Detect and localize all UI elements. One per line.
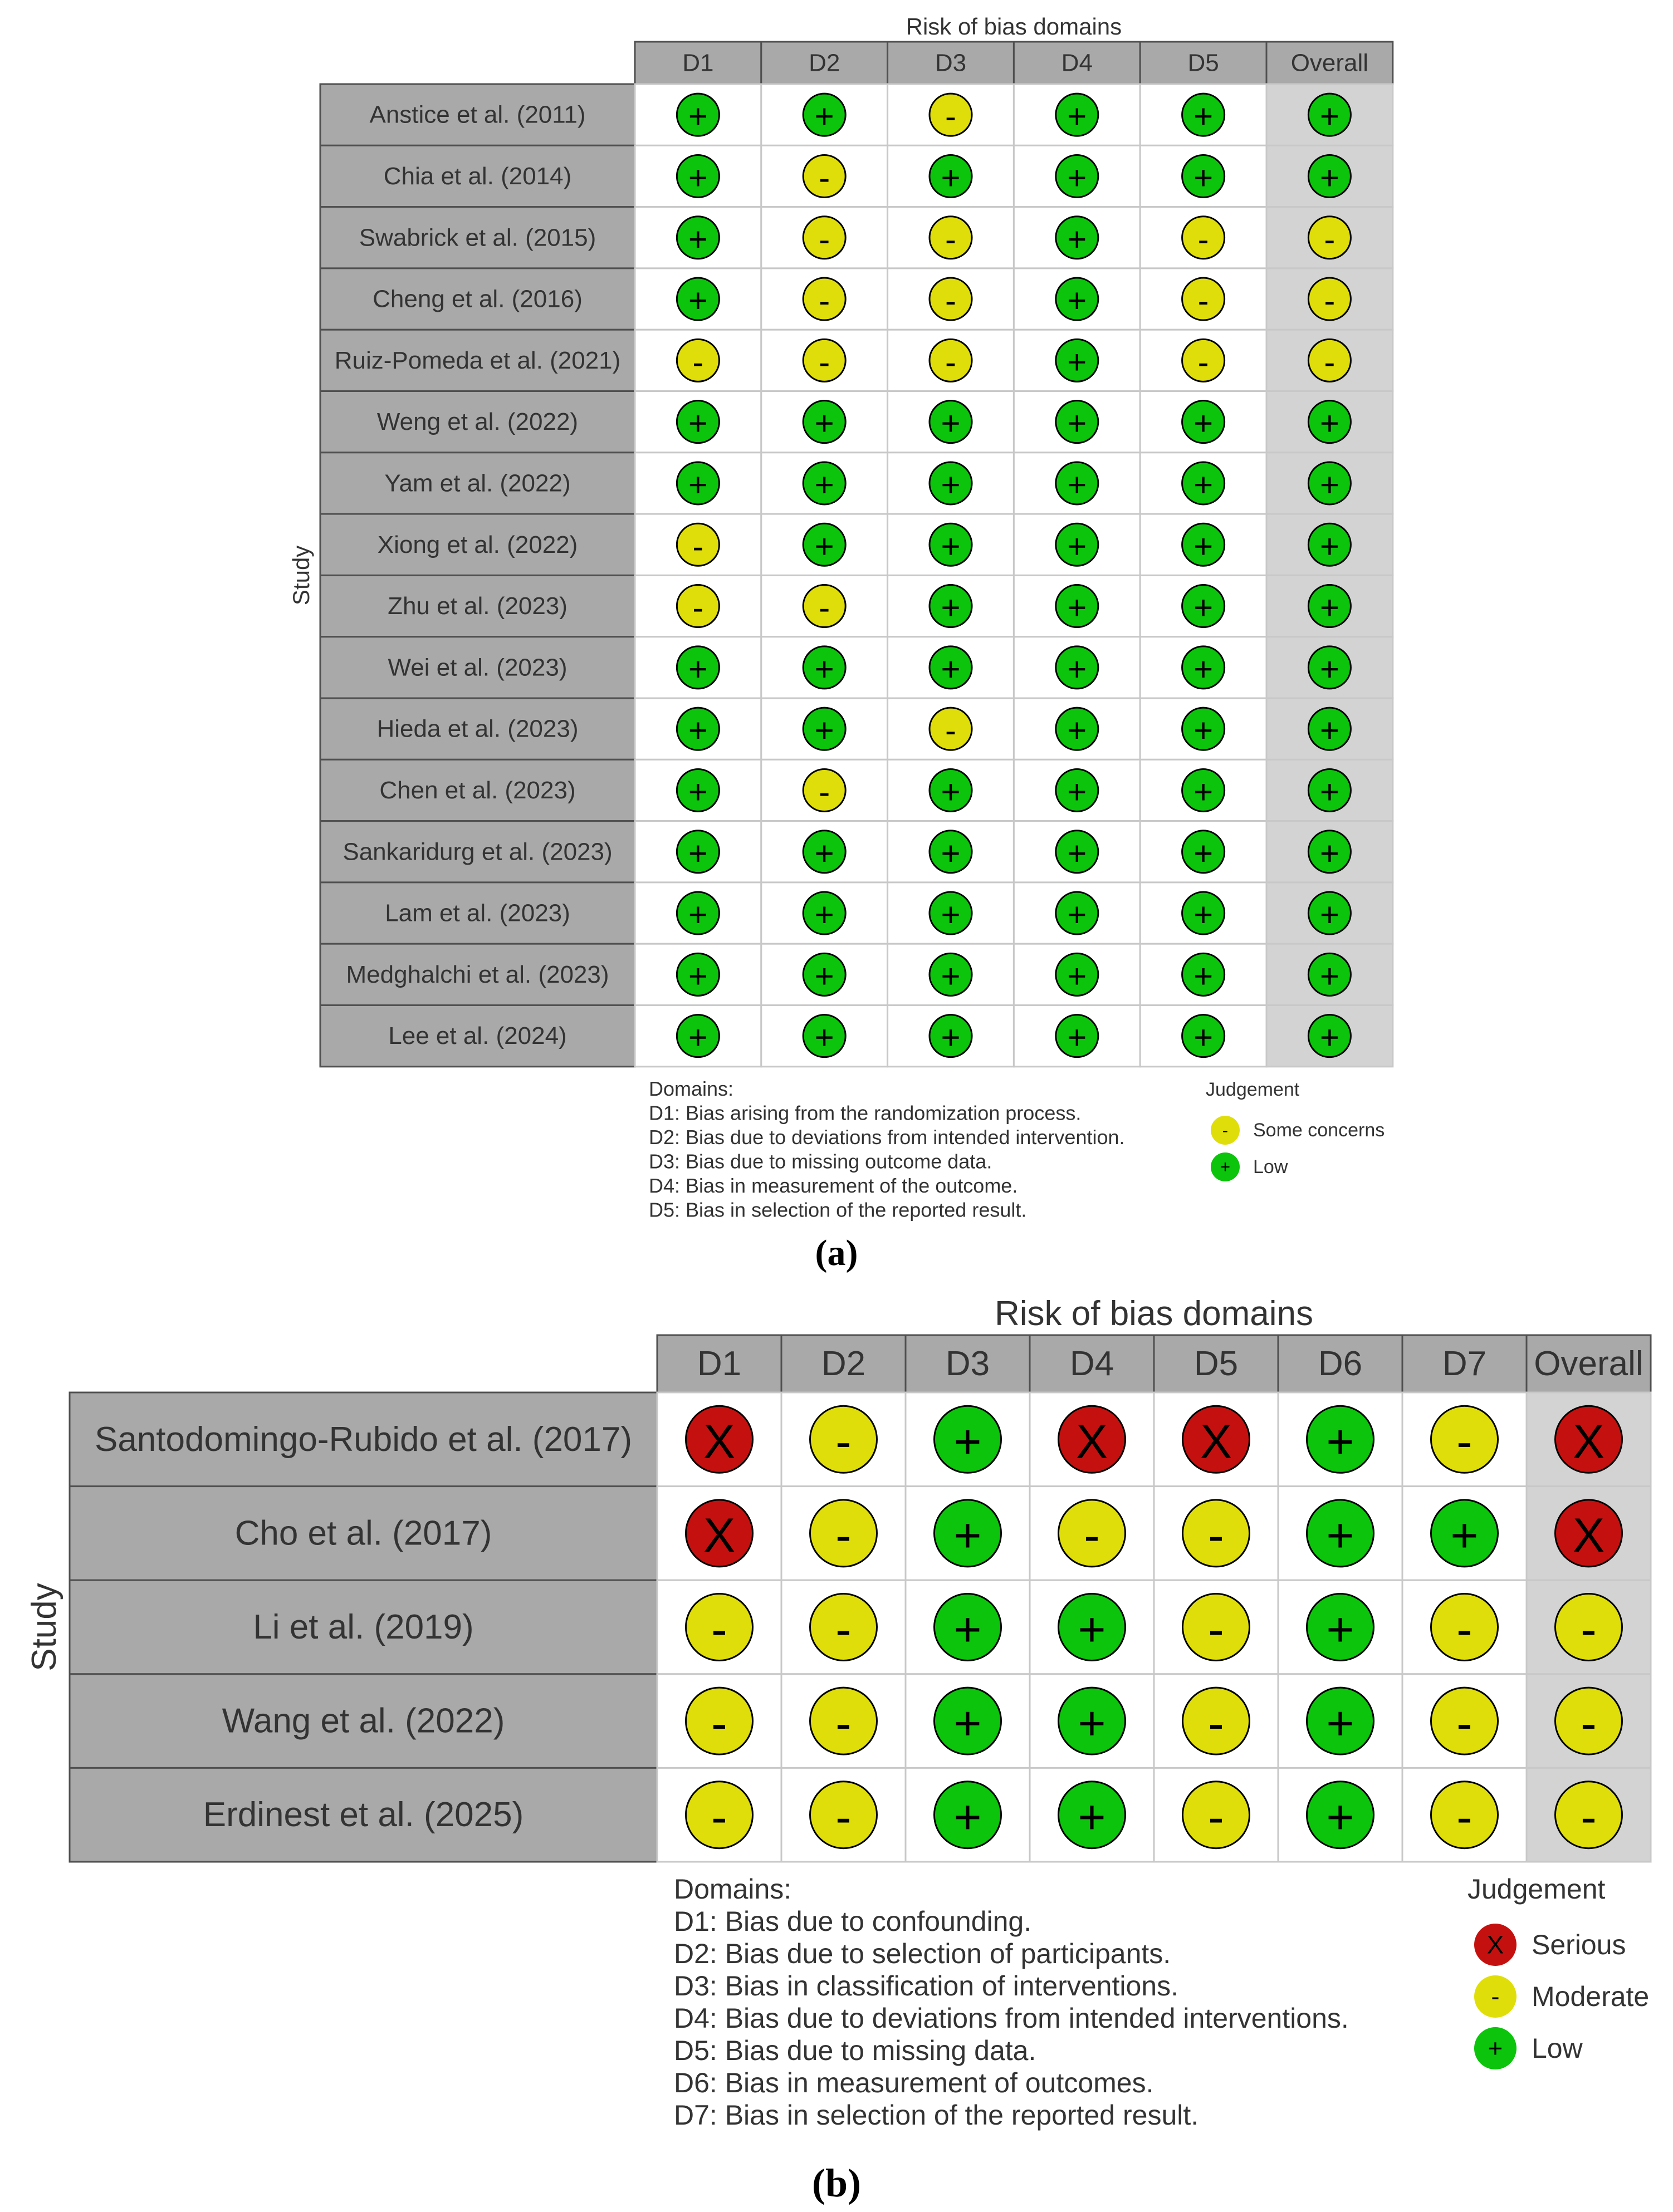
judgement-symbol: + xyxy=(1319,466,1339,504)
judgement-symbol: X xyxy=(1572,1415,1605,1469)
judgement-symbol: - xyxy=(835,1696,852,1750)
judgement-symbol: + xyxy=(1067,650,1087,688)
judgement-symbol: + xyxy=(1067,282,1087,320)
judgement-symbol: - xyxy=(835,1791,852,1844)
judgement-symbol: + xyxy=(1193,97,1214,135)
judgement-symbol: + xyxy=(1319,97,1339,135)
judgement-symbol: + xyxy=(688,97,708,135)
judgement-symbol: + xyxy=(688,466,708,504)
judgement-symbol: + xyxy=(941,835,961,872)
judgement-symbol: + xyxy=(1067,712,1087,749)
study-label: Wang et al. (2022) xyxy=(222,1701,505,1740)
legend-title: Judgement xyxy=(1206,1079,1300,1100)
column-header-label: Overall xyxy=(1290,49,1369,77)
judgement-symbol: - xyxy=(1324,282,1336,320)
legend-symbol: - xyxy=(1491,1982,1500,2011)
legend-title: Judgement xyxy=(1467,1873,1606,1905)
domain-description: D1: Bias due to confounding. xyxy=(674,1906,1032,1937)
judgement-symbol: + xyxy=(1067,159,1087,197)
judgement-symbol: - xyxy=(1324,220,1336,258)
study-label: Lam et al. (2023) xyxy=(385,899,570,927)
judgement-symbol: - xyxy=(1208,1509,1224,1563)
judgement-symbol: + xyxy=(941,957,961,995)
judgement-symbol: - xyxy=(711,1696,727,1750)
domain-description: D4: Bias due to deviations from intended interventions. xyxy=(674,2003,1349,2034)
judgement-symbol: - xyxy=(835,1509,852,1563)
judgement-symbol: + xyxy=(1067,773,1087,811)
judgement-symbol: + xyxy=(1319,589,1339,627)
judgement-symbol: - xyxy=(1456,1415,1473,1469)
judgement-symbol: + xyxy=(1319,773,1339,811)
study-label: Zhu et al. (2023) xyxy=(388,592,568,620)
judgement-symbol: - xyxy=(819,589,830,627)
judgement-symbol: + xyxy=(814,835,834,872)
judgement-symbol: + xyxy=(1193,159,1214,197)
legend-label: Low xyxy=(1253,1156,1288,1178)
figure-caption: (a) xyxy=(815,1233,858,1273)
judgement-symbol: - xyxy=(692,589,704,627)
judgement-symbol: + xyxy=(814,650,834,688)
judgement-symbol: + xyxy=(814,405,834,443)
study-label: Erdinest et al. (2025) xyxy=(203,1796,524,1835)
judgement-symbol: - xyxy=(819,773,830,811)
study-label: Medghalchi et al. (2023) xyxy=(346,960,609,988)
legend-label: Moderate xyxy=(1532,1981,1650,2012)
judgement-symbol: + xyxy=(953,1509,982,1563)
judgement-symbol: + xyxy=(688,159,708,197)
judgement-symbol: + xyxy=(953,1602,982,1656)
column-header-label: D1 xyxy=(697,1345,742,1383)
study-label: Santodomingo-Rubido et al. (2017) xyxy=(94,1420,633,1459)
judgement-symbol: + xyxy=(814,957,834,995)
judgement-symbol: - xyxy=(1581,1696,1597,1750)
judgement-symbol: - xyxy=(819,220,830,258)
judgement-symbol: + xyxy=(1193,773,1214,811)
judgement-symbol: + xyxy=(1326,1602,1354,1656)
judgement-symbol: + xyxy=(688,650,708,688)
judgement-symbol: - xyxy=(1456,1602,1473,1656)
judgement-symbol: + xyxy=(1193,896,1214,934)
column-header-label: D4 xyxy=(1069,1345,1114,1383)
judgement-symbol: + xyxy=(1193,957,1214,995)
study-label: Yam et al. (2022) xyxy=(384,469,571,497)
domain-description: D5: Bias in selection of the reported result. xyxy=(649,1198,1027,1222)
column-header-label: D5 xyxy=(1187,49,1219,77)
legend-label: Some concerns xyxy=(1253,1120,1385,1141)
judgement-symbol: - xyxy=(835,1602,852,1656)
column-header-label: D4 xyxy=(1061,49,1093,77)
judgement-symbol: + xyxy=(688,835,708,872)
judgement-symbol: + xyxy=(1193,712,1214,749)
judgement-symbol: + xyxy=(941,405,961,443)
judgement-symbol: - xyxy=(1581,1602,1597,1656)
judgement-symbol: + xyxy=(941,1019,961,1057)
judgement-symbol: + xyxy=(941,466,961,504)
judgement-symbol: - xyxy=(819,282,830,320)
judgement-symbol: + xyxy=(814,527,834,565)
judgement-symbol: + xyxy=(688,282,708,320)
judgement-symbol: - xyxy=(711,1602,727,1656)
rob-table-a xyxy=(288,13,1393,1273)
legend-symbol: + xyxy=(1220,1157,1231,1177)
judgement-symbol: - xyxy=(819,343,830,381)
judgement-symbol: - xyxy=(819,159,830,197)
judgement-symbol: + xyxy=(953,1696,982,1750)
column-header-label: D3 xyxy=(945,1345,990,1383)
judgement-symbol: - xyxy=(945,220,956,258)
domains-header: Risk of bias domains xyxy=(906,13,1122,40)
legend-label: Low xyxy=(1532,2033,1583,2064)
domain-description: D2: Bias due to deviations from intended intervention. xyxy=(649,1126,1125,1149)
judgement-symbol: X xyxy=(703,1415,736,1469)
legend-symbol: X xyxy=(1486,1930,1504,1959)
judgement-symbol: - xyxy=(1197,343,1209,381)
judgement-symbol: + xyxy=(1319,405,1339,443)
domain-description: D1: Bias arising from the randomization process. xyxy=(649,1101,1082,1125)
judgement-symbol: + xyxy=(1193,835,1214,872)
study-label: Wei et al. (2023) xyxy=(388,654,568,681)
column-header-label: D1 xyxy=(682,49,714,77)
judgement-symbol: + xyxy=(1067,835,1087,872)
judgement-symbol: - xyxy=(711,1791,727,1844)
judgement-symbol: X xyxy=(703,1509,736,1563)
study-label: Chia et al. (2014) xyxy=(383,162,572,190)
study-label: Chen et al. (2023) xyxy=(379,776,576,804)
judgement-symbol: - xyxy=(945,282,956,320)
column-header-label: Overall xyxy=(1534,1345,1643,1383)
judgement-symbol: - xyxy=(835,1415,852,1469)
judgement-symbol: + xyxy=(1193,650,1214,688)
judgement-symbol: + xyxy=(941,773,961,811)
judgement-symbol: + xyxy=(1078,1696,1106,1750)
judgement-symbol: + xyxy=(1326,1791,1354,1844)
judgement-symbol: + xyxy=(1067,97,1087,135)
y-axis-label: Study xyxy=(288,545,314,606)
domain-description: D6: Bias in measurement of outcomes. xyxy=(674,2067,1154,2098)
judgement-symbol: + xyxy=(1319,1019,1339,1057)
judgement-symbol: + xyxy=(814,896,834,934)
domain-description: D7: Bias in selection of the reported result. xyxy=(674,2100,1199,2131)
study-label: Cho et al. (2017) xyxy=(234,1514,492,1553)
judgement-symbol: + xyxy=(1193,466,1214,504)
judgement-symbol: + xyxy=(941,589,961,627)
judgement-symbol: - xyxy=(692,527,704,565)
judgement-symbol: - xyxy=(1581,1791,1597,1844)
judgement-symbol: + xyxy=(1319,957,1339,995)
judgement-symbol: + xyxy=(941,527,961,565)
column-header-label: D6 xyxy=(1318,1345,1363,1383)
domains-header: Risk of bias domains xyxy=(994,1294,1314,1333)
judgement-symbol: + xyxy=(688,773,708,811)
judgement-symbol: + xyxy=(814,97,834,135)
judgement-symbol: + xyxy=(1319,896,1339,934)
judgement-symbol: + xyxy=(688,405,708,443)
judgement-symbol: + xyxy=(1078,1791,1106,1844)
judgement-symbol: + xyxy=(1067,527,1087,565)
judgement-symbol: + xyxy=(1067,405,1087,443)
judgement-symbol: - xyxy=(1324,343,1336,381)
judgement-symbol: + xyxy=(1326,1415,1354,1469)
judgement-symbol: X xyxy=(1200,1415,1232,1469)
judgement-symbol: + xyxy=(1067,896,1087,934)
judgement-symbol: + xyxy=(1078,1602,1106,1656)
judgement-symbol: + xyxy=(1067,466,1087,504)
judgement-symbol: + xyxy=(1067,957,1087,995)
judgement-symbol: + xyxy=(688,896,708,934)
column-header-label: D2 xyxy=(821,1345,866,1383)
domains-title: Domains: xyxy=(674,1873,792,1905)
judgement-symbol: - xyxy=(1084,1509,1100,1563)
study-label: Anstice et al. (2011) xyxy=(369,101,586,129)
domain-description: D4: Bias in measurement of the outcome. xyxy=(649,1174,1018,1197)
judgement-symbol: - xyxy=(945,97,956,135)
column-header-label: D5 xyxy=(1193,1345,1239,1383)
judgement-symbol: + xyxy=(1067,589,1087,627)
domain-description: D5: Bias due to missing data. xyxy=(674,2035,1036,2066)
judgement-symbol: + xyxy=(688,1019,708,1057)
study-label: Weng et al. (2022) xyxy=(376,408,579,436)
judgement-symbol: + xyxy=(1193,1019,1214,1057)
judgement-symbol: + xyxy=(1326,1509,1354,1563)
judgement-symbol: X xyxy=(1075,1415,1108,1469)
rob-table-b xyxy=(25,1294,1651,2205)
judgement-symbol: + xyxy=(814,1019,834,1057)
judgement-symbol: + xyxy=(1067,1019,1087,1057)
judgement-symbol: - xyxy=(1208,1602,1224,1656)
judgement-symbol: + xyxy=(1319,527,1339,565)
legend-symbol: + xyxy=(1488,2034,1503,2063)
judgement-symbol: + xyxy=(1450,1509,1479,1563)
judgement-symbol: + xyxy=(941,650,961,688)
judgement-symbol: - xyxy=(1208,1791,1224,1844)
column-header-label: D7 xyxy=(1442,1345,1487,1383)
judgement-symbol: - xyxy=(692,343,704,381)
study-label: Xiong et al. (2022) xyxy=(377,531,578,558)
judgement-symbol: - xyxy=(945,712,956,749)
column-header-label: D2 xyxy=(809,49,840,77)
y-axis-label: Study xyxy=(25,1583,63,1671)
study-label: Cheng et al. (2016) xyxy=(373,285,583,313)
study-label: Swabrick et al. (2015) xyxy=(359,224,596,252)
judgement-symbol: + xyxy=(1193,589,1214,627)
judgement-symbol: + xyxy=(688,220,708,258)
domain-description: D2: Bias due to selection of participants. xyxy=(674,1938,1171,1969)
judgement-symbol: - xyxy=(945,343,956,381)
judgement-symbol: - xyxy=(1197,282,1209,320)
judgement-symbol: + xyxy=(1319,712,1339,749)
judgement-symbol: + xyxy=(1067,343,1087,381)
judgement-symbol: X xyxy=(1572,1509,1605,1563)
domain-description: D3: Bias due to missing outcome data. xyxy=(649,1150,992,1173)
judgement-symbol: + xyxy=(688,712,708,749)
judgement-symbol: + xyxy=(1319,835,1339,872)
judgement-symbol: + xyxy=(953,1415,982,1469)
judgement-symbol: - xyxy=(1456,1791,1473,1844)
judgement-symbol: + xyxy=(814,466,834,504)
judgement-symbol: - xyxy=(1456,1696,1473,1750)
judgement-symbol: + xyxy=(688,957,708,995)
judgement-symbol: + xyxy=(814,712,834,749)
legend-symbol: - xyxy=(1222,1120,1229,1140)
judgement-symbol: + xyxy=(941,159,961,197)
judgement-symbol: + xyxy=(1319,159,1339,197)
judgement-symbol: + xyxy=(1319,650,1339,688)
study-label: Sankaridurg et al. (2023) xyxy=(343,838,613,866)
judgement-symbol: + xyxy=(1067,220,1087,258)
study-label: Li et al. (2019) xyxy=(253,1608,474,1646)
study-label: Ruiz-Pomeda et al. (2021) xyxy=(334,346,621,374)
judgement-symbol: + xyxy=(1326,1696,1354,1750)
domains-title: Domains: xyxy=(649,1077,734,1100)
study-label: Lee et al. (2024) xyxy=(388,1022,567,1050)
judgement-symbol: - xyxy=(1208,1696,1224,1750)
study-label: Hieda et al. (2023) xyxy=(376,715,579,743)
judgement-symbol: + xyxy=(1193,527,1214,565)
column-header-label: D3 xyxy=(935,49,967,77)
figure-caption: (b) xyxy=(812,2161,861,2205)
domain-description: D3: Bias in classification of interventions. xyxy=(674,1970,1178,2002)
judgement-symbol: + xyxy=(953,1791,982,1844)
legend-label: Serious xyxy=(1532,1929,1626,1960)
judgement-symbol: + xyxy=(1193,405,1214,443)
judgement-symbol: - xyxy=(1197,220,1209,258)
judgement-symbol: + xyxy=(941,896,961,934)
